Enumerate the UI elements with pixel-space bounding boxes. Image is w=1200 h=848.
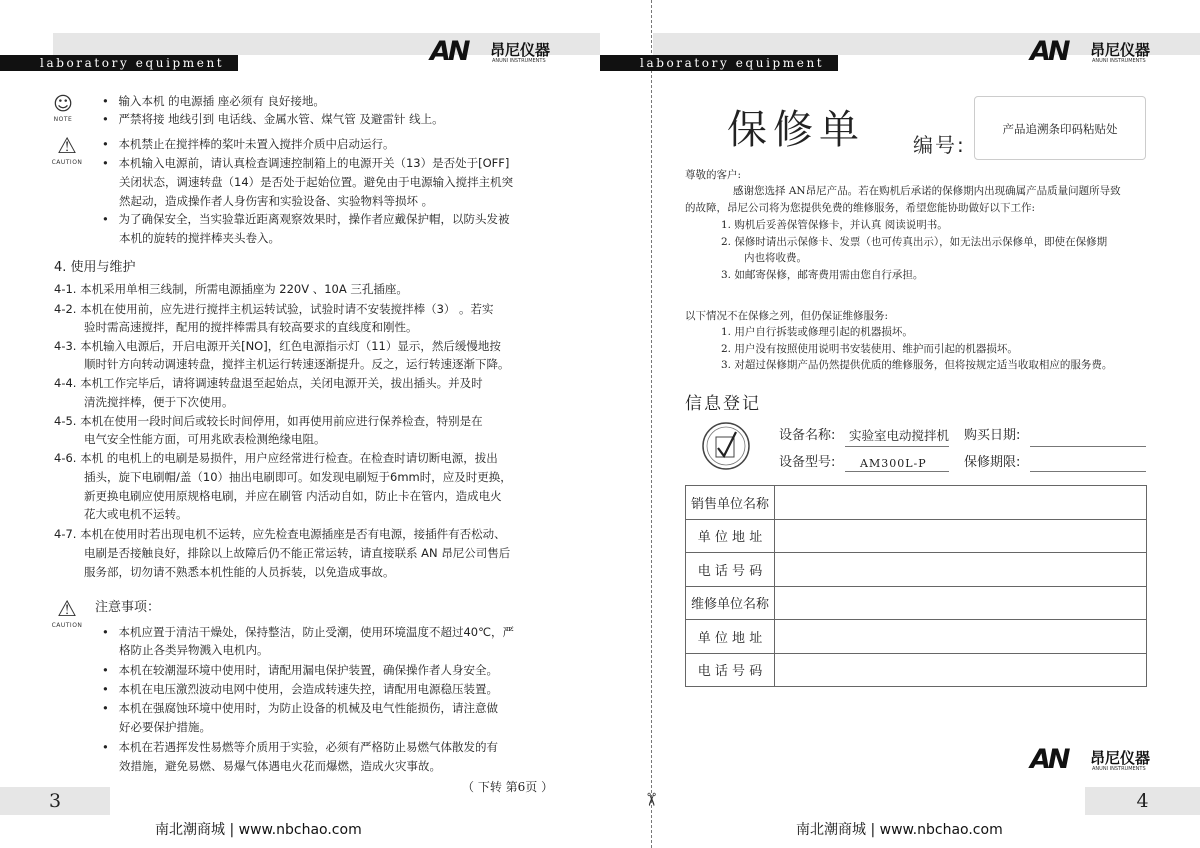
row-value-field[interactable] xyxy=(775,486,1147,520)
header-text-bar: laboratory equipment xyxy=(600,55,838,71)
maint-line: 服务部，切勿请不熟悉本机性能的人员拆装，以免造成事故。 xyxy=(84,565,395,579)
logo-cn: 昂尼仪器 xyxy=(1090,41,1151,59)
warranty-label: 保修期限: xyxy=(964,455,1021,470)
registration-table xyxy=(685,485,1147,687)
note-icon: ☺ NOTE xyxy=(53,93,73,123)
step-line: 3. 如邮寄保修，邮寄费用需由您自行承担。 xyxy=(721,269,924,281)
row-label: 电 话 号 码 xyxy=(686,553,775,587)
logo-en: ANUNI INSTRUMENTS xyxy=(492,58,546,64)
exclusion-line: 2. 用户没有按照使用说明书安装使用、维护而引起的机器损坏。 xyxy=(721,343,1018,355)
exclusion-intro: 以下情况不在保修之列，但仍保证维修服务: xyxy=(685,310,889,322)
device-model-value: AM300L-P xyxy=(860,457,927,470)
note-bullet-1: • 输入本机 的电源插 座必须有 良好接地。 xyxy=(102,94,325,108)
logo-cn: 昂尼仪器 xyxy=(1090,749,1151,767)
exclusion-line: 1. 用户自行拆装或修理引起的机器损坏。 xyxy=(721,326,913,338)
caution-line: • 为了确保安全，当实验靠近距离观察效果时，操作者应戴保护帽，以防头发被 xyxy=(102,212,510,226)
table-row xyxy=(686,486,1147,520)
maint-line: 4-7. 本机在使用时若出现电机不运转，应先检查电源插座是否有电源，接插件有否松动、 xyxy=(54,527,506,541)
purchase-date-field[interactable] xyxy=(1030,446,1146,447)
table-row xyxy=(686,586,1147,620)
maint-line: 4-6. 本机 的电机上的电刷是易损件，用户应经常进行检查。在检查时请切断电源，拔出 xyxy=(54,451,498,465)
notice-line: • 本机在强腐蚀环境中使用时，为防止设备的机械及电气性能损伤，请注意做 xyxy=(102,701,498,715)
maint-line: 清洗搅拌棒，便于下次使用。 xyxy=(84,395,234,409)
notice-line: • 本机在较潮湿环境中使用时，请配用漏电保护装置，确保操作者人身安全。 xyxy=(102,663,498,677)
brand-logo-bottom xyxy=(1030,744,1151,775)
row-label: 单 位 地 址 xyxy=(686,519,775,553)
page-number: 3 xyxy=(0,787,110,815)
page-number: 4 xyxy=(1085,787,1200,815)
table-row xyxy=(686,519,1147,553)
warranty-field[interactable] xyxy=(1030,471,1146,472)
device-model-line xyxy=(845,471,949,472)
section-title: 4. 使用与维护 xyxy=(54,260,136,275)
table-row xyxy=(686,553,1147,587)
caution-icon: ⚠ CAUTION xyxy=(51,597,83,629)
logo-mark: AN xyxy=(430,36,468,67)
notice-line: 好必要保护措施。 xyxy=(119,720,211,734)
logo-en: ANUNI INSTRUMENTS xyxy=(1092,766,1146,772)
row-label: 单 位 地 址 xyxy=(686,620,775,654)
step-line: 2. 保修时请出示保修卡、发票（也可传真出示），如无法出示保修单，即使在保修期 xyxy=(721,236,1108,248)
device-name-line xyxy=(845,446,949,447)
info-title: 信息登记 xyxy=(685,394,761,414)
maint-line: 电气安全性能方面，可用兆欧表检测绝缘电阻。 xyxy=(84,432,326,446)
row-value-field[interactable] xyxy=(775,620,1147,654)
row-value-field[interactable] xyxy=(775,586,1147,620)
row-value-field[interactable] xyxy=(775,519,1147,553)
logo-mark: AN xyxy=(1030,36,1068,67)
brand-logo xyxy=(430,36,551,67)
table-row xyxy=(686,620,1147,654)
notice-title: 注意事项： xyxy=(95,600,161,615)
caution-line: 关闭状态，调速转盘（14）是否处于起始位置。避免由于电源输入搅拌主机突 xyxy=(119,175,514,189)
caution-line: 本机的旋转的搅拌棒夹头卷入。 xyxy=(119,231,280,245)
row-label: 销售单位名称 xyxy=(686,486,775,520)
logo-cn: 昂尼仪器 xyxy=(490,41,551,59)
row-label: 电 话 号 码 xyxy=(686,653,775,687)
row-label: 维修单位名称 xyxy=(686,586,775,620)
footer-text: 南北潮商城 | www.nbchao.com xyxy=(796,822,1003,838)
caution-line: • 本机输入电源前，请认真检查调速控制箱上的电源开关（13）是否处于[OFF] xyxy=(102,156,510,170)
maint-line: 4-5. 本机在使用一段时间后或较长时间停用，如再使用前应进行保养检查，特别是在 xyxy=(54,414,483,428)
scissors-icon: ✂ xyxy=(640,791,662,808)
caution-line: • 本机禁止在搅拌棒的桨叶未置入搅拌介质中启动运行。 xyxy=(102,137,395,151)
device-name-label: 设备名称: xyxy=(779,428,836,443)
intro-line: 的故障，昂尼公司将为您提供免费的维修服务，希望您能协助做好以下工作: xyxy=(685,202,1036,214)
maint-line: 4-4. 本机工作完毕后，请将调速转盘退至起始点，关闭电源开关，拔出插头。并及时 xyxy=(54,376,483,390)
purchase-date-label: 购买日期: xyxy=(964,428,1021,443)
maint-line: 4-2. 本机在使用前，应先进行搅拌主机运转试验，试验时请不安装搅拌棒（3） 。若实 xyxy=(54,302,494,316)
intro-line: 感谢您选择 AN昂尼产品。若在购机后承诺的保修期内出现确属产品质量问题所导致 xyxy=(733,185,1121,197)
step-line: 1. 购机后妥善保管保修卡，并认真 阅读说明书。 xyxy=(721,219,948,231)
maint-line: 插头，旋下电刷帽/盖（10）抽出电刷即可。如发现电刷短于6mm时，应及时更换， xyxy=(84,470,512,484)
notice-line: 格防止各类异物溅入电机内。 xyxy=(119,643,269,657)
device-name-value: 实验室电动搅拌机 xyxy=(849,428,950,443)
note-bullet-2: • 严禁将接 地线引到 电话线、金属水管、煤气管 及避雷针 线上。 xyxy=(102,112,444,126)
maint-line: 4-3. 本机输入电源后，开启电源开关[NO]，红色电源指示灯（11）显示，然后缓慢地按 xyxy=(54,339,501,353)
greeting: 尊敬的客户: xyxy=(685,169,742,181)
maint-line: 顺时针方向转动调速转盘，搅拌主机运行转速逐渐提升。反之，运行转速逐渐下降。 xyxy=(84,357,510,371)
caution-icon: ⚠ CAUTION xyxy=(51,134,83,166)
notice-line: • 本机在电压激烈波动电网中使用，会造成转速失控，请配用电源稳压装置。 xyxy=(102,682,498,696)
notice-line: 效措施，避免易燃、易爆气体遇电火花而爆燃，造成火灾事故。 xyxy=(119,759,441,773)
device-model-label: 设备型号: xyxy=(779,455,836,470)
notice-line: • 本机在若遇挥发性易燃等介质用于实验，必须有严格防止易燃气体散发的有 xyxy=(102,740,498,754)
exclusion-line: 3. 对超过保修期产品仍然提供优质的维修服务，但将按规定适当收取相应的服务费。 xyxy=(721,359,1113,371)
maint-line: 验时需高速搅拌，配用的搅拌棒需具有较高要求的直线度和刚性。 xyxy=(84,320,418,334)
notice-line: • 本机应置于清洁干燥处，保持整洁，防止受潮，使用环境温度不超过40℃，严 xyxy=(102,625,514,639)
header-text-bar: laboratory equipment xyxy=(0,55,238,71)
logo-mark: AN xyxy=(1030,744,1068,775)
maint-line: 4-1. 本机采用单相三线制，所需电源插座为 220V 、10A 三孔插座。 xyxy=(54,282,408,296)
logo-en: ANUNI INSTRUMENTS xyxy=(1092,58,1146,64)
form-title: 保修单 xyxy=(727,107,865,153)
check-stamp-icon xyxy=(700,420,752,472)
row-value-field[interactable] xyxy=(775,553,1147,587)
table-row xyxy=(686,653,1147,687)
continue-note: （ 下转 第6页 ） xyxy=(462,780,554,794)
maint-line: 电刷是否接触良好，排除以上故障后仍不能正常运转，请直接联系 AN 昂尼公司售后 xyxy=(84,546,511,560)
caution-line: 然起动，造成操作者人身伤害和实验设备、实验物料等损坏 。 xyxy=(119,194,434,208)
number-label: 编号: xyxy=(913,133,966,157)
row-value-field[interactable] xyxy=(775,653,1147,687)
brand-logo xyxy=(1030,36,1151,67)
maint-line: 新更换电刷应使用原规格电刷，并应在刷管 内活动自如，防止卡在管内，造成电火 xyxy=(84,489,502,503)
step-line: 内也将收费。 xyxy=(744,252,807,264)
maint-line: 花大或电机不运转。 xyxy=(84,507,188,521)
footer-text: 南北潮商城 | www.nbchao.com xyxy=(155,822,362,838)
barcode-sticker-area: 产品追溯条印码粘贴处 xyxy=(974,96,1146,160)
